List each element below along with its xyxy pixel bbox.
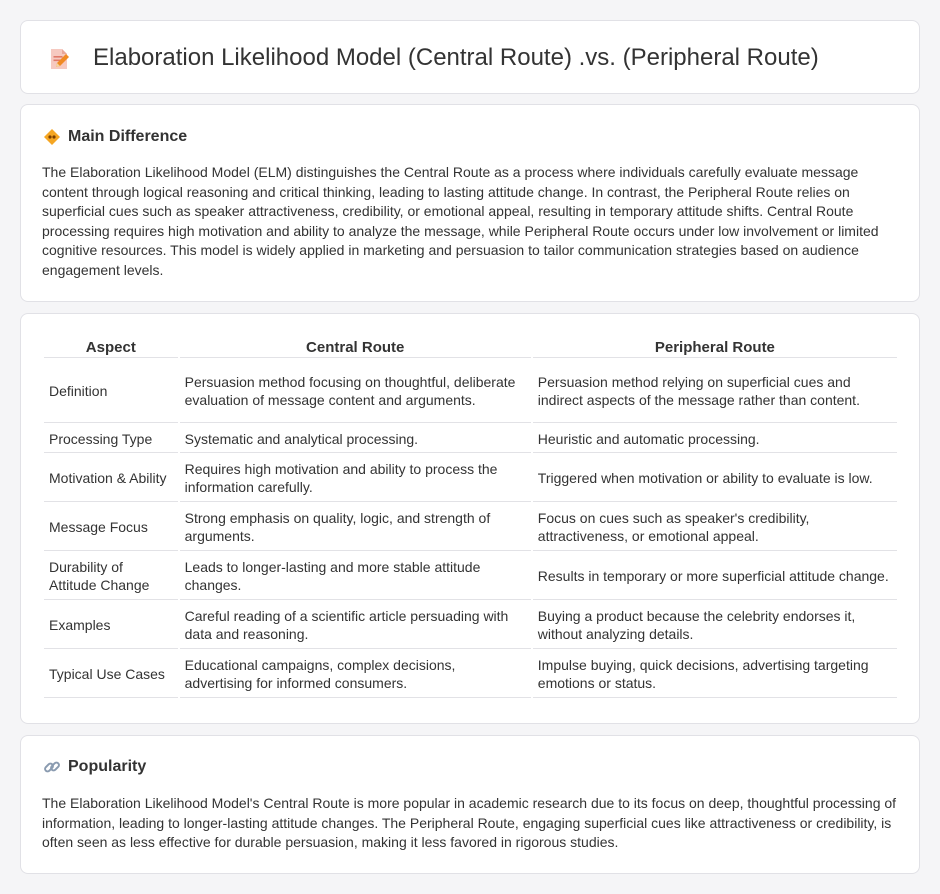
aspect-cell: Definition <box>44 360 178 423</box>
aspect-cell: Message Focus <box>44 504 178 551</box>
central-cell: Educational campaigns, complex decisions, advertising for informed consumers. <box>180 651 531 698</box>
table-row <box>44 455 897 502</box>
table-row <box>44 651 897 698</box>
link-icon <box>42 757 62 777</box>
comparison-section <box>20 313 920 724</box>
peripheral-cell: Heuristic and automatic processing. <box>533 425 897 453</box>
table-row <box>44 602 897 649</box>
aspect-cell: Motivation & Ability <box>44 455 178 502</box>
main-difference-heading: Main Difference <box>68 128 188 145</box>
comparison-table <box>42 332 899 700</box>
table-row <box>44 553 897 600</box>
central-cell: Requires high motivation and ability to process the information carefully. <box>180 455 531 502</box>
aspect-cell: Examples <box>44 602 178 649</box>
document-pencil-icon <box>47 47 71 71</box>
central-cell: Strong emphasis on quality, logic, and strength of arguments. <box>180 504 531 551</box>
main-difference-text: The Elaboration Likelihood Model (ELM) distinguishes the Central Route as a process where individuals carefully evaluate message content through logical reasoning and critical thinking, leading to lasting attitude change. In contrast, the Peripheral Route relies on superficial cues such as speaker attractiveness, credibility, or emotional appeal, resulting in temporary attitude shifts. Central Route processing requires high motivation and ability to analyze the message, while Peripheral Route occurs under low involvement or limited cognitive resources. This model is widely applied in marketing and persuasion to tailor communication strategies based on audience engagement levels. <box>42 164 879 278</box>
popularity-text: The Elaboration Likelihood Model's Central Route is more popular in academic research due to its focus on deep, thoughtful processing of information, leading to longer-lasting attitude changes. The Peripheral Route, engaging superficial cues like attractiveness or credibility, is often seen as less effective for durable persuasion, making it less favored in rigorous studies. <box>42 795 897 851</box>
central-cell: Leads to longer-lasting and more stable attitude changes. <box>180 553 531 600</box>
peripheral-cell: Buying a product because the celebrity endorses it, without analyzing details. <box>533 602 897 649</box>
aspect-cell: Processing Type <box>44 425 178 453</box>
aspect-cell: Durability of Attitude Change <box>44 553 178 600</box>
column-header-central: Central Route <box>180 334 531 358</box>
popularity-section <box>20 735 920 874</box>
column-header-aspect: Aspect <box>44 334 178 358</box>
central-cell: Systematic and analytical processing. <box>180 425 531 453</box>
peripheral-cell: Results in temporary or more superficial attitude change. <box>533 553 897 600</box>
diamond-badge-icon <box>42 127 62 147</box>
aspect-cell: Typical Use Cases <box>44 651 178 698</box>
central-cell: Careful reading of a scientific article persuading with data and reasoning. <box>180 602 531 649</box>
page-title: Elaboration Likelihood Model (Central Route) .vs. (Peripheral Route) <box>93 44 819 71</box>
main-difference-section <box>20 104 920 302</box>
peripheral-cell: Persuasion method relying on superficial cues and indirect aspects of the message rather than content. <box>533 360 897 423</box>
peripheral-cell: Impulse buying, quick decisions, advertising targeting emotions or status. <box>533 651 897 698</box>
peripheral-cell: Focus on cues such as speaker's credibility, attractiveness, or emotional appeal. <box>533 504 897 551</box>
peripheral-cell: Triggered when motivation or ability to evaluate is low. <box>533 455 897 502</box>
popularity-heading: Popularity <box>68 758 147 775</box>
column-header-peripheral: Peripheral Route <box>533 334 897 358</box>
table-row <box>44 360 897 423</box>
table-row <box>44 504 897 551</box>
title-card <box>20 20 920 94</box>
table-row <box>44 425 897 453</box>
central-cell: Persuasion method focusing on thoughtful, deliberate evaluation of message content and arguments. <box>180 360 531 423</box>
table-header-row <box>44 334 897 358</box>
